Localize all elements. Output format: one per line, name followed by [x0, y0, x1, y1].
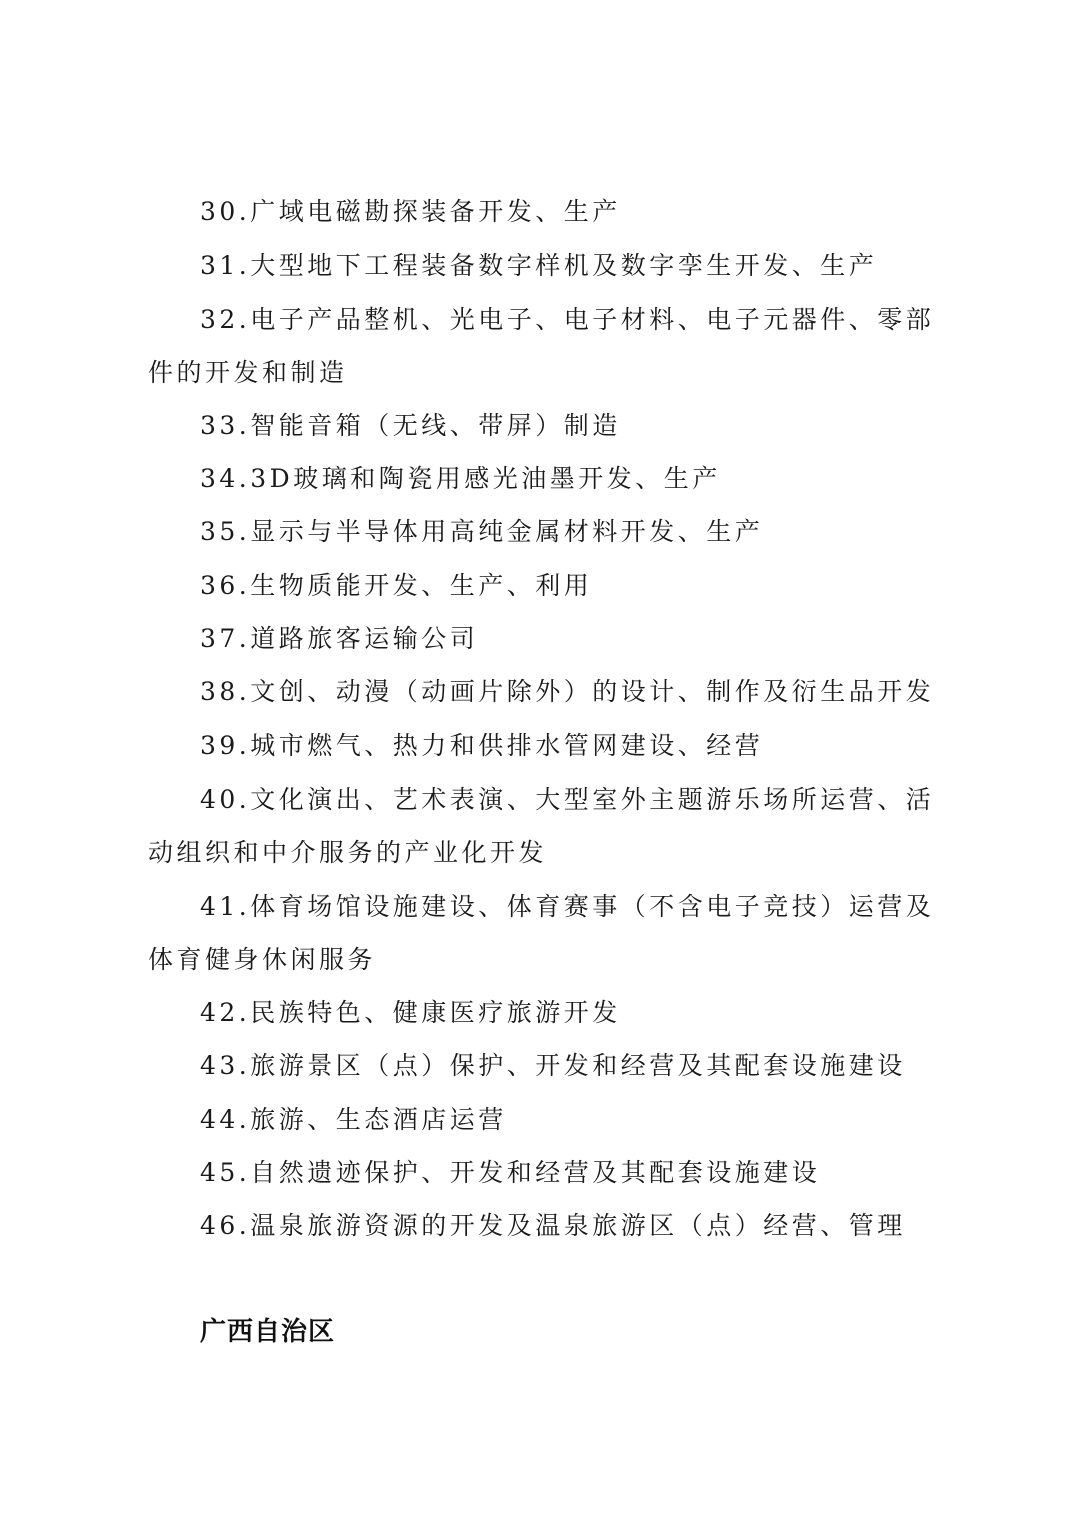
list-item: 31.大型地下工程装备数字样机及数字孪生开发、生产: [200, 251, 878, 280]
list-item: 37.道路旅客运输公司: [200, 624, 479, 653]
list-item: 38.文创、动漫（动画片除外）的设计、制作及衍生品开发: [200, 677, 935, 706]
list-item: 33.智能音箱（无线、带屏）制造: [200, 411, 621, 440]
list-item: 32.电子产品整机、光电子、电子材料、电子元器件、零部件的开发和制造: [148, 305, 935, 387]
list-item: 40.文化演出、艺术表演、大型室外主题游乐场所运营、活动组织和中介服务的产业化开发: [148, 785, 935, 867]
section-heading: 广西自治区: [200, 1317, 336, 1347]
list-item: 35.显示与半导体用高纯金属材料开发、生产: [200, 517, 764, 546]
list-item: 30.广域电磁勘探装备开发、生产: [200, 197, 621, 226]
list-item: 42.民族特色、健康医疗旅游开发: [200, 998, 621, 1027]
list-item: 34.3D玻璃和陶瓷用感光油墨开发、生产: [200, 464, 721, 493]
list-item: 45.自然遗迹保护、开发和经营及其配套设施建设: [200, 1158, 821, 1187]
list-item: 46.温泉旅游资源的开发及温泉旅游区（点）经营、管理: [200, 1211, 906, 1240]
list-item: 43.旅游景区（点）保护、开发和经营及其配套设施建设: [200, 1051, 906, 1080]
list-item: 36.生物质能开发、生产、利用: [200, 571, 593, 600]
list-item: 41.体育场馆设施建设、体育赛事（不含电子竞技）运营及体育健身休闲服务: [148, 892, 935, 974]
list-item: 39.城市燃气、热力和供排水管网建设、经营: [200, 731, 764, 760]
list-item: 44.旅游、生态酒店运营: [200, 1105, 507, 1134]
